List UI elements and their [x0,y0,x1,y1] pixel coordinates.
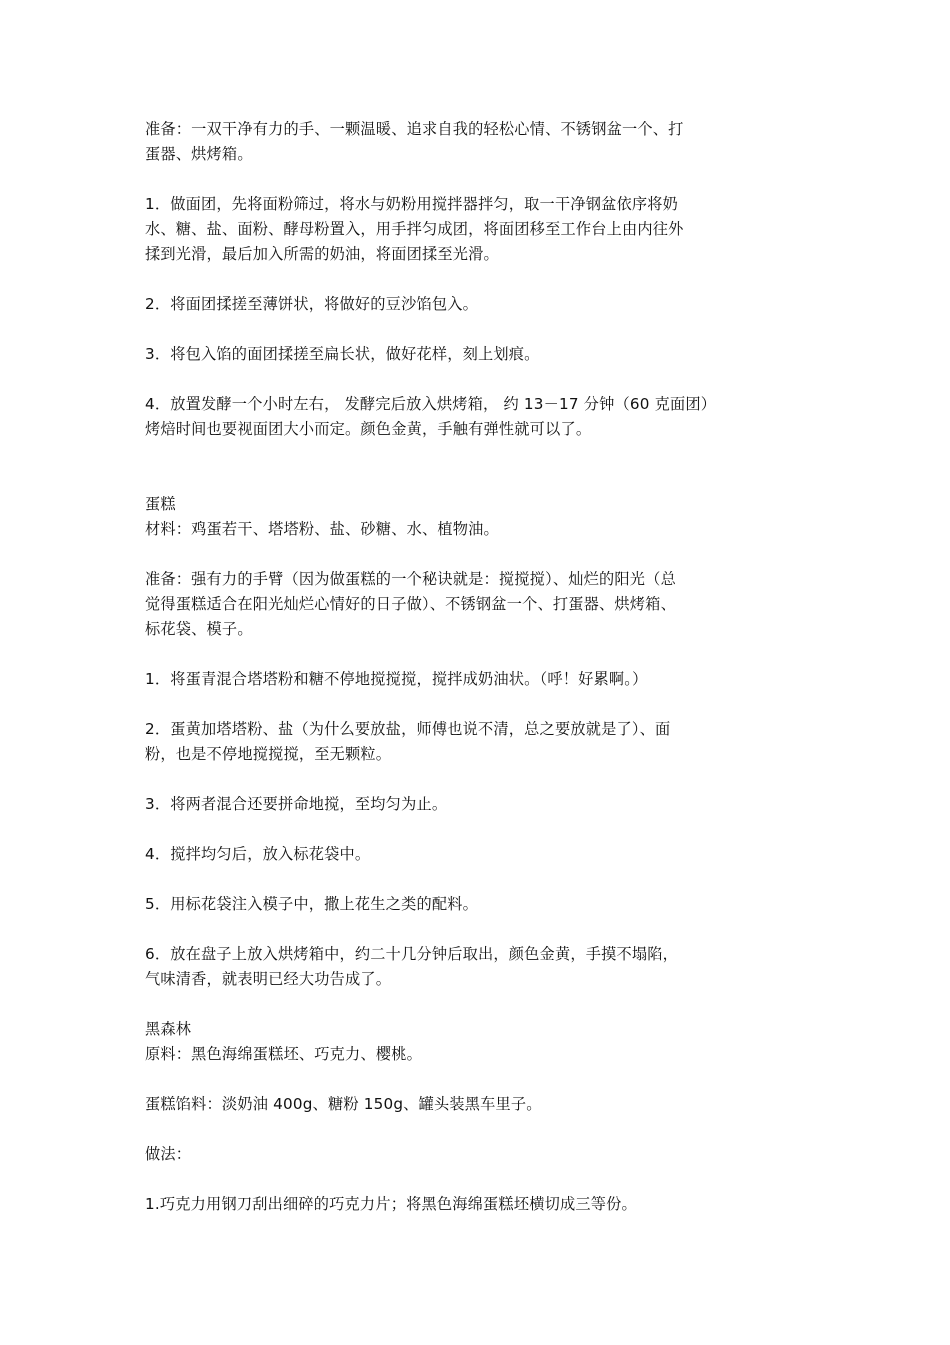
black-forest-ingredients-paragraph [145,1042,810,1067]
black-forest-filling-paragraph [145,1092,810,1117]
black-forest-step-1-paragraph [145,1192,810,1217]
text-line: 揉到光滑，最后加入所需的奶油，将面团揉至光滑。 [145,245,499,263]
cake-step-2-paragraph [145,717,810,767]
bread-preparation-paragraph [145,117,810,167]
bread-step-3-paragraph [145,342,810,367]
bread-step-4-paragraph [145,392,810,442]
text-line: 烤焙时间也要视面团大小而定。颜色金黄，手触有弹性就可以了。 [145,420,592,438]
cake-materials-paragraph [145,517,810,542]
text-line: 4．搅拌均匀后，放入标花袋中。 [145,845,371,863]
cake-section-heading [145,492,810,517]
cake-step-3-paragraph [145,792,810,817]
cake-preparation-paragraph [145,567,810,642]
text-line: 1.巧克力用钢刀刮出细碎的巧克力片；将黑色海绵蛋糕坯横切成三等份。 [145,1195,637,1213]
cake-step-5-paragraph [145,892,810,917]
bread-step-1-paragraph [145,192,810,267]
text-line: 水、糖、盐、面粉、酵母粉置入，用手拌匀成团，将面团移至工作台上由内往外 [145,220,684,238]
text-line: 粉，也是不停地搅搅搅，至无颗粒。 [145,745,392,763]
text-line: 3．将两者混合还要拼命地搅，至均匀为止。 [145,795,448,813]
text-line: 气味清香，就表明已经大功告成了。 [145,970,392,988]
cake-step-4-paragraph [145,842,810,867]
text-line: 准备：一双干净有力的手、一颗温暖、追求自我的轻松心情、不锈钢盆一个、打 [145,120,684,138]
text-line: 5．用标花袋注入模子中，撒上花生之类的配料。 [145,895,479,913]
black-forest-section-heading [145,1017,810,1042]
text-line: 6．放在盘子上放入烘烤箱中，约二十几分钟后取出，颜色金黄，手摸不塌陷， [145,945,679,963]
text-line: 3．将包入馅的面团揉搓至扁长状，做好花样，刻上划痕。 [145,345,540,363]
text-line: 1．将蛋青混合塔塔粉和糖不停地搅搅搅，搅拌成奶油状。（呼！好累啊。） [145,670,648,688]
cake-step-1-paragraph [145,667,810,692]
document-body [145,117,810,1242]
text-line: 原料：黑色海绵蛋糕坯、巧克力、樱桃。 [145,1045,422,1063]
black-forest-method-heading [145,1142,810,1167]
section-title: 蛋糕 [145,495,176,513]
text-line: 2．将面团揉搓至薄饼状，将做好的豆沙馅包入。 [145,295,479,313]
section-title: 黑森林 [145,1020,192,1038]
cake-step-6-paragraph [145,942,810,992]
text-line: 1．做面团，先将面粉筛过，将水与奶粉用搅拌器拌匀，取一干净钢盆依序将奶 [145,195,679,213]
text-line: 做法： [145,1145,192,1163]
text-line: 标花袋、模子。 [145,620,253,638]
text-line: 4．放置发酵一个小时左右， 发酵完后放入烘烤箱， 约 13－17 分钟（60 克面团） [145,395,717,413]
text-line: 2．蛋黄加塔塔粉、盐（为什么要放盐，师傅也说不清，总之要放就是了）、面 [145,720,671,738]
bread-step-2-paragraph [145,292,810,317]
text-line: 蛋糕馅料：淡奶油 400g、糖粉 150g、罐头装黑车里子。 [145,1095,542,1113]
text-line: 准备：强有力的手臂（因为做蛋糕的一个秘诀就是：搅搅搅）、灿烂的阳光（总 [145,570,676,588]
text-line: 蛋器、烘烤箱。 [145,145,253,163]
text-line: 觉得蛋糕适合在阳光灿烂心情好的日子做）、不锈钢盆一个、打蛋器、烘烤箱、 [145,595,676,613]
text-line: 材料：鸡蛋若干、塔塔粉、盐、砂糖、水、植物油。 [145,520,499,538]
